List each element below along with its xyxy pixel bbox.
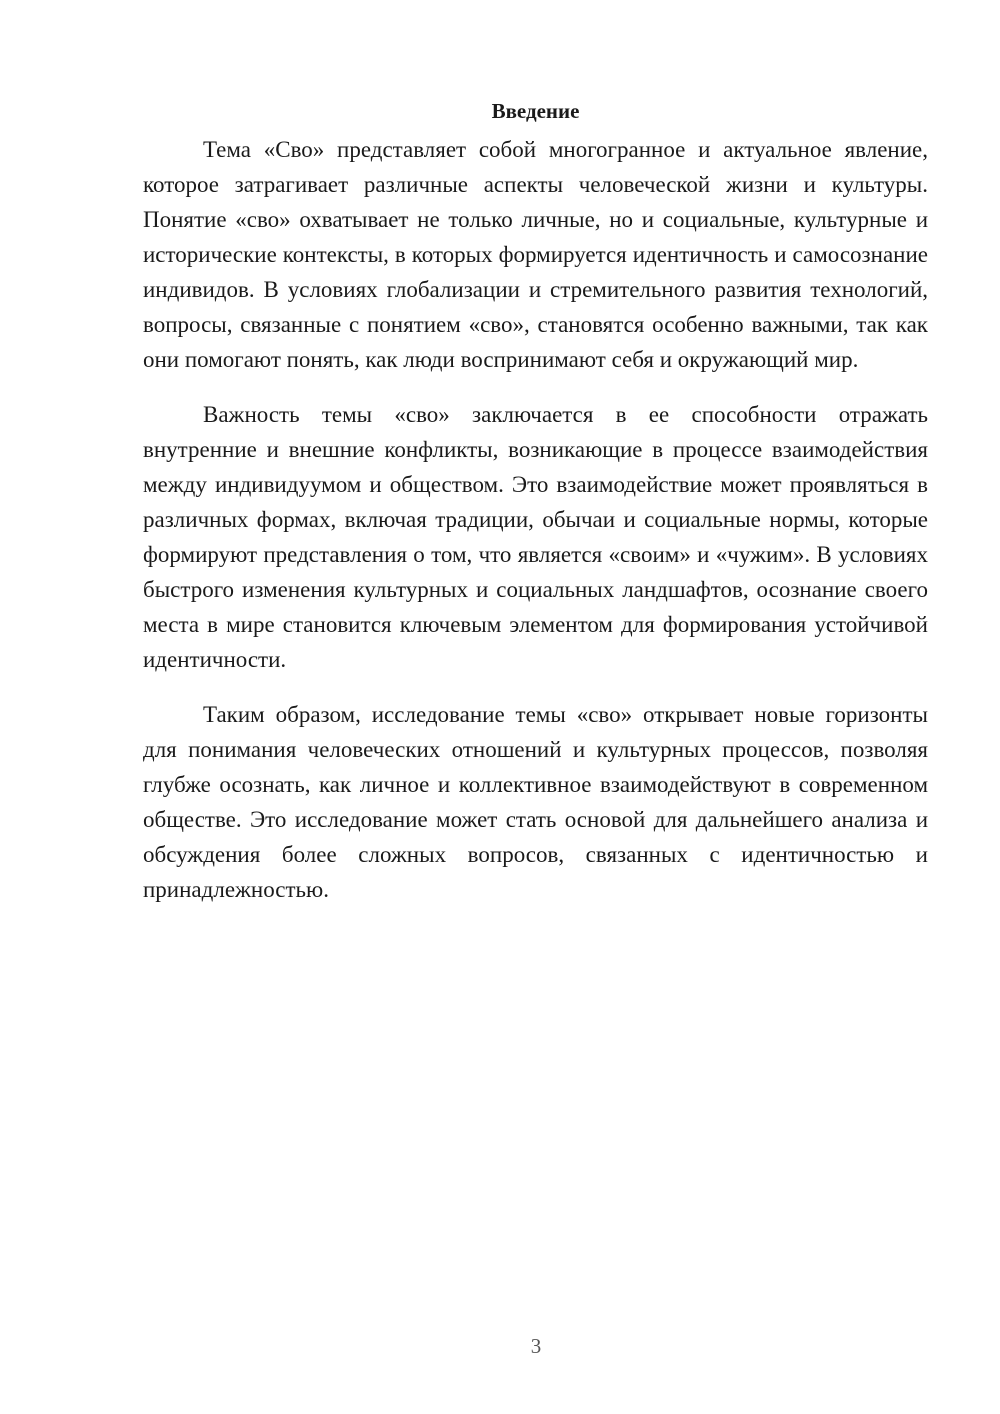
page-title: Введение xyxy=(491,99,580,123)
page-number: 3 xyxy=(530,1334,542,1358)
paragraph-2: Важность темы «сво» заключается в ее способности отражать внутренние и внешние конфликты, возникающие в процессе взаимодействия между индивидуумом и обществом. Это взаимодействие может проявляться в различных формах, включая традиции, обычаи и социальные нормы, которые формируют представления о том, что является «своим» и «чужим». В условиях быстрого изменения культурных и социальных ландшафтов, осознание своего места в мире становится ключевым элементом для формирования устойчивой идентичности. xyxy=(143,402,928,672)
page-content xyxy=(143,96,928,907)
paragraph-1: Тема «Сво» представляет собой многогранное и актуальное явление, которое затрагивает различные аспекты человеческой жизни и культуры. Понятие «сво» охватывает не только личные, но и социальные, культурные и исторические контексты, в которых формируется идентичность и самосознание индивидов. В условиях глобализации и стремительного развития технологий, вопросы, связанные с понятием «сво», становятся особенно важными, так как они помогают понять, как люди воспринимают себя и окружающий мир. xyxy=(143,137,928,372)
paragraph-3: Таким образом, исследование темы «сво» открывает новые горизонты для понимания человеческих отношений и культурных процессов, позволяя глубже осознать, как личное и коллективное взаимодействуют в современном обществе. Это исследование может стать основой для дальнейшего анализа и обсуждения более сложных вопросов, связанных с идентичностью и принадлежностью. xyxy=(143,702,928,902)
